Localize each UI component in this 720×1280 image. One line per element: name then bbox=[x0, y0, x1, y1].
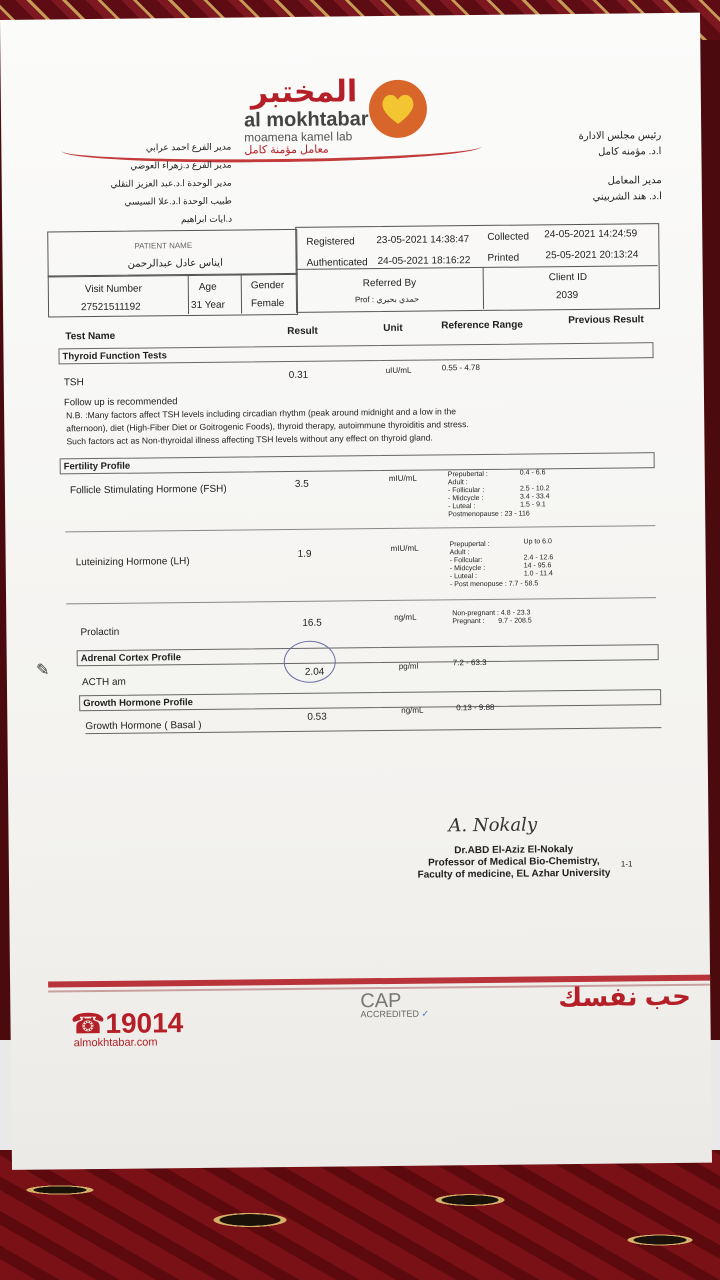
hotline-number: ☎19014 bbox=[70, 1007, 184, 1040]
ref-label: Adult : bbox=[447, 479, 468, 487]
ref-value: Up to 6.0 bbox=[523, 538, 552, 546]
test-gh-ref: 0.13 - 9.88 bbox=[456, 702, 495, 713]
col-unit: Unit bbox=[383, 322, 403, 335]
note-line: N.B. :Many factors affect TSH levels including circadian rhythm (peak around midnight and a low in the bbox=[66, 406, 457, 421]
heart-logo-icon bbox=[369, 80, 428, 139]
referred-by-label: Referred By bbox=[362, 277, 417, 290]
printed-date: 25-05-2021 20:13:24 bbox=[545, 249, 639, 262]
ref-value: 14 - 95.6 bbox=[523, 562, 552, 570]
followup-note: Follow up is recommended bbox=[63, 396, 178, 409]
doctor-credentials bbox=[409, 844, 619, 882]
prolactin-reference bbox=[452, 609, 532, 626]
col-test-name: Test Name bbox=[65, 330, 116, 343]
board-chair bbox=[541, 128, 661, 161]
staff-line: طبيب الوحدة ا.د.علا السيسي bbox=[124, 195, 232, 207]
ref-label: Adult : bbox=[449, 549, 470, 557]
visit-number-label: Visit Number bbox=[84, 283, 142, 296]
ref-value: 2.5 - 10.2 bbox=[519, 485, 550, 493]
section-adrenal: Adrenal Cortex Profile bbox=[77, 644, 659, 666]
page-number: 1-1 bbox=[620, 859, 633, 869]
ref-label: - Follicular : bbox=[447, 486, 485, 495]
gender-label: Gender bbox=[250, 280, 285, 292]
staff-line: مدير الفرع د.زهراء العوضي bbox=[130, 159, 232, 171]
ref-value: 2.4 - 12.6 bbox=[523, 554, 554, 562]
test-lh-name: Luteinizing Hormone (LH) bbox=[75, 556, 190, 569]
fsh-reference-labels bbox=[448, 470, 530, 519]
col-previous-result: Previous Result bbox=[568, 314, 644, 327]
brand-subtitle: moamena kamel lab bbox=[244, 129, 353, 145]
doctor-name: Dr.ABD El-Aziz El-Nokaly bbox=[454, 844, 574, 857]
board-name: ا.د. مؤمنه كامل bbox=[598, 146, 662, 158]
ref-label: Prepubertal : bbox=[447, 470, 488, 479]
test-tsh-unit: uIU/mL bbox=[385, 365, 412, 375]
test-prolactin-name: Prolactin bbox=[80, 626, 120, 639]
authenticated-date: 24-05-2021 18:16:22 bbox=[377, 255, 471, 268]
test-acth-unit: pg/ml bbox=[398, 661, 419, 671]
pen-mark-icon: ✎ bbox=[36, 662, 50, 679]
slogan: حب نفسك bbox=[558, 980, 692, 1013]
visit-number: 27521511192 bbox=[80, 301, 141, 314]
test-acth-name: ACTH am bbox=[81, 676, 126, 689]
test-fsh-name: Follicle Stimulating Hormone (FSH) bbox=[69, 483, 227, 497]
section-thyroid: Thyroid Function Tests bbox=[58, 342, 653, 364]
ref-label: - Follcular: bbox=[449, 556, 483, 565]
printed-label: Printed bbox=[487, 252, 520, 264]
lab-report-sheet bbox=[0, 13, 712, 1170]
staff-line: د.ايات ابراهيم bbox=[180, 213, 233, 225]
doctor-signature: A. Nokaly bbox=[448, 814, 538, 837]
ref-label: - Luteal : bbox=[448, 503, 476, 511]
cap-accredited bbox=[360, 1009, 429, 1021]
board-title: رئيس مجلس الادارة bbox=[578, 130, 662, 142]
test-gh-result: 0.53 bbox=[307, 711, 327, 723]
ref-label: - Luteal : bbox=[449, 573, 478, 581]
authenticated-label: Authenticated bbox=[306, 257, 368, 269]
ref-label: Prepupertal : bbox=[449, 540, 490, 549]
ref-label: - Midcycle : bbox=[448, 494, 484, 503]
registered-label: Registered bbox=[306, 236, 355, 248]
section-fertility: Fertility Profile bbox=[60, 452, 655, 474]
ref-value: 1.0 - 11.4 bbox=[523, 570, 553, 578]
referred-by-value: Prof : حمدي بحيري bbox=[354, 294, 420, 305]
test-lh-unit: mIU/mL bbox=[390, 543, 419, 553]
brand-subtitle-arabic: معامل مؤمنة كامل bbox=[244, 143, 329, 157]
doctor-title: Professor of Medical Bio-Chemistry, bbox=[428, 855, 600, 869]
section-growth: Growth Hormone Profile bbox=[79, 689, 661, 711]
ref-value: 9.7 - 208.5 bbox=[498, 617, 532, 625]
client-id-label: Client ID bbox=[548, 271, 588, 284]
ref-value: 1.5 - 9.1 bbox=[520, 501, 546, 509]
cap-accredited-text: ACCREDITED bbox=[360, 1008, 419, 1020]
ref-label: Pregnant : bbox=[452, 617, 485, 626]
collected-label: Collected bbox=[487, 231, 530, 243]
ref-label: - Post menopuse : 7.7 - 58.5 bbox=[449, 580, 539, 589]
staff-line: مدير الفرع احمد عرابي bbox=[145, 141, 232, 153]
test-tsh-ref: 0.55 - 4.78 bbox=[441, 362, 480, 373]
staff-list bbox=[71, 138, 232, 230]
test-acth-ref: 7.2 - 63.3 bbox=[452, 657, 487, 668]
brand-name-arabic: المختبر bbox=[250, 75, 358, 110]
age-value: 31 Year bbox=[190, 299, 225, 312]
note-line: Such factors act as Non-thyroidal illness affecting TSH levels without any effect on thyroid gland. bbox=[66, 432, 433, 447]
hotline-digits: 19014 bbox=[105, 1007, 184, 1039]
patient-name-box bbox=[47, 229, 297, 278]
labs-director bbox=[542, 173, 662, 206]
note-line: afternoon), diet (High-Fiber Diet or Goitrogenic Foods), thyroid therapy, autoimmune thyroiditis and stress. bbox=[66, 419, 469, 434]
test-acth-result: 2.04 bbox=[304, 666, 325, 678]
test-gh-unit: ng/mL bbox=[401, 705, 424, 715]
test-tsh-result: 0.31 bbox=[288, 369, 309, 381]
ref-label: Non-pregnant : 4.8 - 23.3 bbox=[452, 609, 531, 618]
test-prolactin-result: 16.5 bbox=[302, 617, 322, 629]
test-prolactin-unit: ng/mL bbox=[394, 612, 417, 622]
collected-date: 24-05-2021 14:24:59 bbox=[544, 228, 638, 241]
col-reference-range: Reference Range bbox=[441, 319, 523, 332]
gender-value: Female bbox=[250, 298, 285, 310]
ref-label: - Midcycle : bbox=[449, 564, 486, 573]
ref-value: 3.4 - 33.4 bbox=[519, 493, 550, 501]
brand-name: al mokhtabar bbox=[243, 108, 369, 132]
doctor-faculty: Faculty of medicine, EL Azhar University bbox=[417, 867, 611, 881]
director-name: ا.د. هند الشربيني bbox=[592, 191, 662, 203]
lh-reference-values bbox=[523, 538, 553, 578]
test-fsh-unit: mIU/mL bbox=[388, 473, 417, 483]
test-fsh-result: 3.5 bbox=[294, 478, 309, 490]
row-divider bbox=[65, 525, 655, 532]
tsh-note bbox=[66, 403, 666, 448]
patient-name-label: PATIENT NAME bbox=[134, 241, 193, 251]
ref-value: 0.4 - 6.6 bbox=[519, 469, 546, 477]
registered-date: 23-05-2021 14:38:47 bbox=[376, 234, 470, 247]
website-link: almokhtabar.com bbox=[73, 1036, 158, 1050]
row-divider bbox=[66, 597, 656, 604]
test-gh-name: Growth Hormone ( Basal ) bbox=[85, 719, 202, 733]
patient-name: ايناس عادل عبدالرحمن bbox=[127, 257, 223, 270]
director-title: مدير المعامل bbox=[607, 175, 662, 187]
cap-logo: CAP bbox=[360, 989, 402, 1013]
ref-label: Postmenopause : 23 - 116 bbox=[448, 510, 530, 519]
client-id-value: 2039 bbox=[555, 289, 579, 302]
col-result: Result bbox=[287, 325, 318, 338]
fsh-reference-values bbox=[520, 469, 550, 509]
check-icon: ✓ bbox=[421, 1008, 430, 1019]
staff-line: مدير الوحدة ا.د.عبد العزيز النقلي bbox=[110, 177, 232, 189]
age-label: Age bbox=[198, 281, 217, 293]
test-lh-result: 1.9 bbox=[297, 548, 312, 560]
test-tsh-name: TSH bbox=[63, 377, 84, 389]
